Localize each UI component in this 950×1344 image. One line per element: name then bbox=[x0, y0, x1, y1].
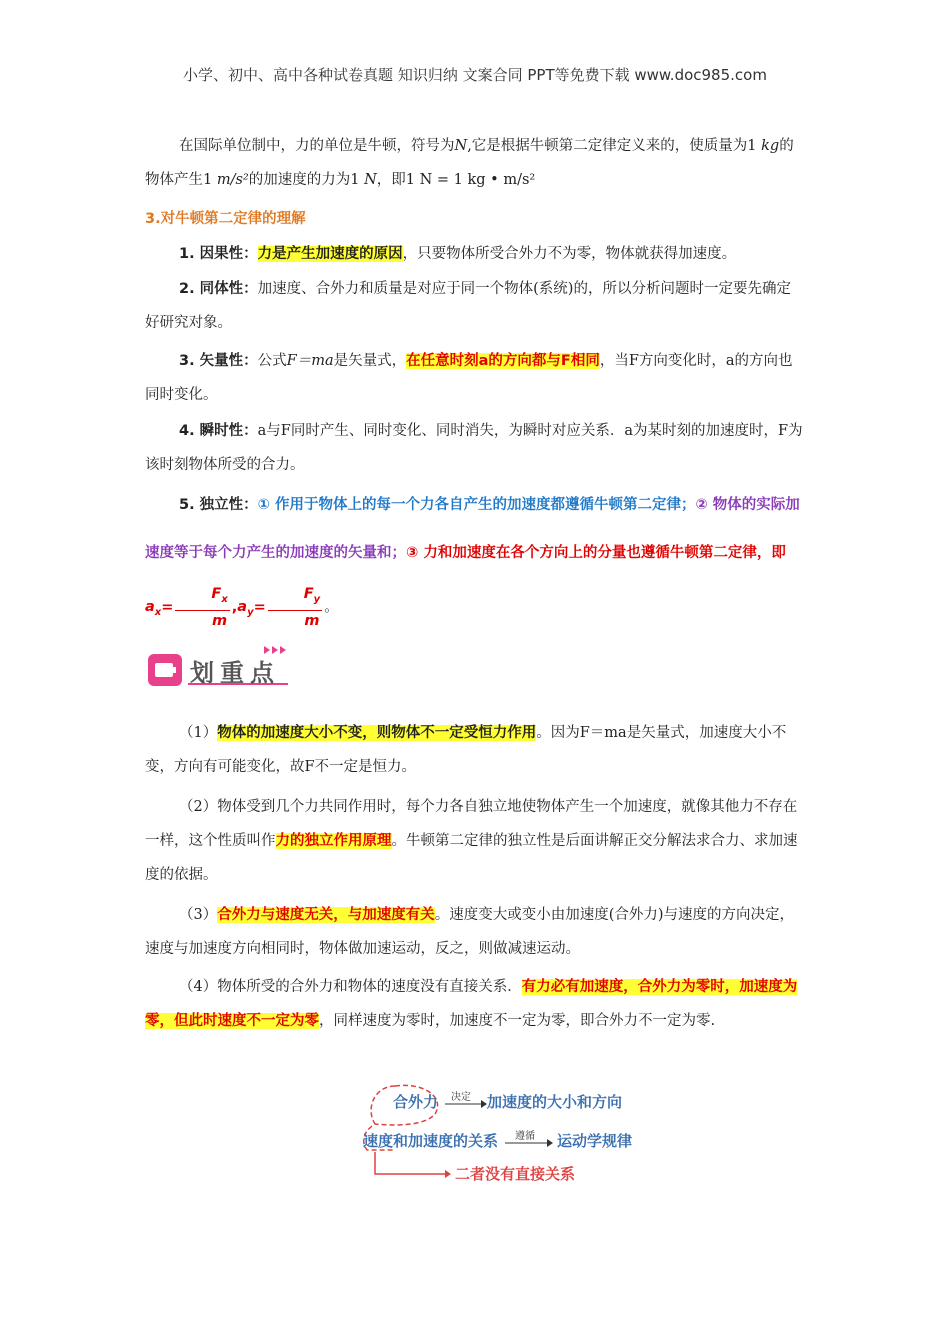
edge-follows: 遵循 bbox=[515, 1131, 535, 1142]
point-2-text-a: 物体受到几个力共同作用时，每个力各自独立地使物体产生一个加速度，就像其他力不存在一样，这个性质叫作 bbox=[145, 799, 798, 849]
fraction-fy-den: m bbox=[304, 612, 320, 629]
item-1-text: ，只要物体所受合外力不为零，物体就获得加速度。 bbox=[402, 246, 737, 262]
section-title-text: 3.对牛顿第二定律的理解 bbox=[145, 211, 306, 227]
item-causality bbox=[145, 237, 805, 271]
intro-text-2: ,它是根据牛顿第二定律定义来的，使质量为1 bbox=[467, 138, 762, 154]
relationship-diagram bbox=[355, 1078, 655, 1188]
fx-letter: F bbox=[211, 586, 222, 602]
page-header: 小学、初中、高中各种试卷真题 知识归纳 文案合同 PPT等免费下载 www.doc985.com bbox=[183, 66, 767, 84]
item-5-red: ③ 力和加速度在各个方向上的分量也遵循牛顿第二定律，即 bbox=[406, 545, 786, 561]
intro-ms2: m/s² bbox=[216, 172, 249, 188]
item-4-label: 4. 瞬时性： bbox=[179, 423, 258, 439]
fy-sub: y bbox=[313, 593, 321, 605]
item-independence bbox=[145, 488, 805, 631]
point-2-text-b: 。牛顿第二定律的独立性是后面讲解正交分解法求合力、求加速度的依据。 bbox=[145, 833, 798, 883]
node-no-direct-relation: 二者没有直接关系 bbox=[455, 1165, 576, 1183]
diagram-graphic bbox=[355, 1078, 655, 1188]
item-3-formula: F＝ma bbox=[286, 353, 334, 369]
point-3-text: 。速度变大或变小由加速度(合外力)与速度的方向决定，速度与加速度方向相同时，物体做加速运动，反之，则做减速运动。 bbox=[145, 907, 795, 957]
point-4-text-a: 物体所受的合外力和物体的速度没有直接关系． bbox=[217, 979, 522, 995]
arrow-2-head bbox=[547, 1139, 553, 1147]
eq-sign-1: = bbox=[161, 599, 174, 616]
point-1-text: 。因为F＝ma是矢量式，加速度大小不变，方向有可能变化，故F不一定是恒力。 bbox=[145, 725, 787, 775]
comma-sep: , bbox=[231, 599, 238, 616]
key-points-badge bbox=[146, 644, 296, 690]
point-1-highlight: 物体的加速度大小不变，则物体不一定受恒力作用 bbox=[217, 725, 537, 741]
ay-letter: a bbox=[237, 599, 248, 616]
eq-sign-2: = bbox=[253, 599, 266, 616]
item-1-label: 1. 因果性： bbox=[179, 246, 258, 262]
point-4 bbox=[145, 970, 805, 1038]
fy-letter: F bbox=[303, 586, 314, 602]
point-2-num: （2） bbox=[179, 799, 218, 815]
intro-N2: N bbox=[364, 172, 377, 188]
item-2-text: 加速度、合外力和质量是对应于同一个物体(系统)的，所以分析问题时一定要先确定好研究对象。 bbox=[145, 281, 791, 331]
ax-letter: a bbox=[145, 599, 155, 616]
intro-text-1: 在国际单位制中，力的单位是牛顿，符号为 bbox=[179, 138, 455, 154]
item-1-highlight: 力是产生加速度的原因 bbox=[257, 246, 403, 262]
point-4-text-b: ，同样速度为零时，加速度不一定为零，即合外力不一定为零. bbox=[319, 1013, 716, 1029]
point-3-highlight: 合外力与速度无关，与加速度有关 bbox=[217, 907, 435, 923]
item-5-purple: ② 物体的实际加速度等于每个力产生的加速度的矢量和； bbox=[145, 497, 800, 561]
intro-text-4: 的加速度的力为1 bbox=[248, 172, 365, 188]
badge-title: 划重点 bbox=[190, 659, 280, 687]
ax-sub: x bbox=[154, 607, 162, 619]
intro-N: N bbox=[454, 138, 468, 154]
formula-ax bbox=[145, 599, 162, 619]
item-3-text-a: 公式 bbox=[257, 353, 287, 369]
intro-paragraph bbox=[145, 129, 805, 197]
fx-sub: x bbox=[221, 593, 228, 605]
section-title bbox=[145, 202, 805, 236]
fraction-fx-m bbox=[175, 584, 229, 631]
point-1-num: （1） bbox=[179, 725, 218, 741]
point-3-num: （3） bbox=[179, 907, 218, 923]
node-net-force: 合外力 bbox=[393, 1093, 439, 1111]
point-2-highlight: 力的独立作用原理 bbox=[275, 833, 392, 849]
fraction-fy-m bbox=[268, 584, 322, 631]
fraction-fx-num bbox=[175, 584, 229, 611]
ay-sub: y bbox=[247, 607, 254, 619]
point-2 bbox=[145, 790, 805, 892]
intro-text-5: ，即1 N = 1 kg • m/s² bbox=[376, 172, 536, 188]
node-kinematics: 运动学规律 bbox=[557, 1132, 633, 1150]
node-vel-acc-relation: 速度和加速度的关系 bbox=[363, 1132, 499, 1150]
point-1 bbox=[145, 716, 805, 784]
node-acc-magnitude: 加速度的大小和方向 bbox=[487, 1093, 623, 1111]
edge-determines: 决定 bbox=[451, 1092, 471, 1103]
fraction-fx-den: m bbox=[212, 612, 228, 629]
formula-ay bbox=[237, 599, 254, 619]
arrow-3-line bbox=[375, 1152, 445, 1174]
item-instantaneous bbox=[145, 414, 805, 482]
arrow-icon-3 bbox=[280, 646, 286, 654]
item-5-blue: ① 作用于物体上的每一个力各自产生的加速度都遵循牛顿第二定律； bbox=[257, 497, 696, 513]
item-3-label: 3. 矢量性： bbox=[179, 353, 258, 369]
item-2-label: 2. 同体性： bbox=[179, 281, 258, 297]
item-3-highlight: 在任意时刻a的方向都与F相同 bbox=[406, 353, 600, 369]
battery-tip bbox=[173, 667, 176, 673]
item-vector bbox=[145, 344, 805, 412]
point-4-highlight: 有力必有加速度，合外力为零时，加速度为零，但此时速度不一定为零 bbox=[145, 979, 798, 1029]
battery-icon bbox=[155, 663, 173, 677]
point-4-num: （4） bbox=[179, 979, 218, 995]
item-3-text-c: ，当F方向变化时，a的方向也同时变化。 bbox=[145, 353, 793, 403]
fraction-fy-num bbox=[268, 584, 322, 611]
item-4-text: a与F同时产生、同时变化、同时消失，为瞬时对应关系．a为某时刻的加速度时，F为该时刻物体所受的合力。 bbox=[145, 423, 803, 473]
item-5-end: 。 bbox=[324, 599, 339, 616]
point-3 bbox=[145, 898, 805, 966]
item-5-label: 5. 独立性： bbox=[179, 497, 258, 513]
intro-text-3: 的物体产生1 bbox=[145, 138, 794, 188]
intro-kg: kg bbox=[761, 138, 780, 154]
item-same-body bbox=[145, 272, 805, 340]
item-3-text-b: 是矢量式， bbox=[333, 353, 407, 369]
arrow-3-head bbox=[445, 1170, 451, 1178]
